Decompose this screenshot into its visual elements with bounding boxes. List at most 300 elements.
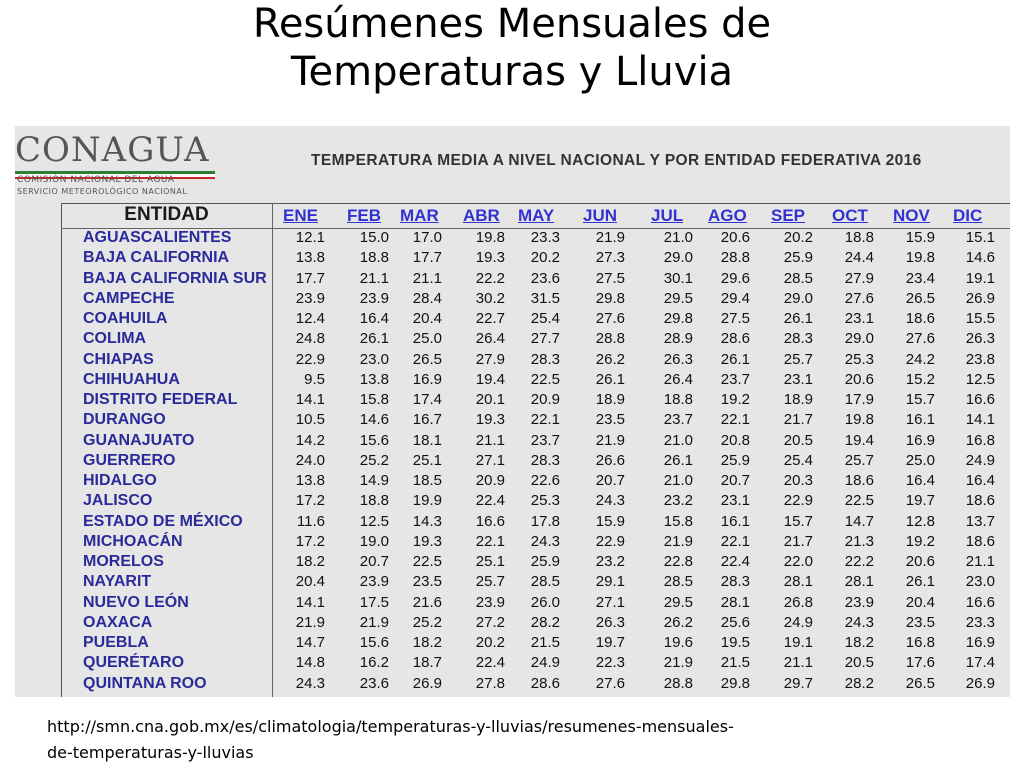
temperature-cell: 29.0 (663, 249, 693, 267)
table-screenshot (15, 126, 1010, 697)
temperature-cell: 24.3 (844, 613, 874, 631)
temperature-cell: 13.8 (295, 472, 325, 489)
entity-name: GUERRERO (83, 451, 176, 469)
temperature-cell: 25.0 (412, 330, 442, 348)
temperature-cell: 22.1 (475, 532, 505, 550)
temperature-cell: 18.9 (595, 391, 625, 408)
temperature-cell: 18.8 (663, 391, 693, 408)
month-header-ago[interactable]: AGO (708, 206, 747, 225)
month-header-feb[interactable]: FEB (347, 206, 381, 225)
temperature-cell: 26.0 (530, 593, 560, 611)
entity-name: CHIAPAS (83, 350, 154, 368)
temperature-cell: 17.7 (412, 249, 442, 267)
temperature-cell: 20.6 (905, 553, 935, 570)
entity-name: DISTRITO FEDERAL (83, 391, 238, 408)
temperature-cell: 19.7 (905, 492, 935, 510)
temperature-cell: 23.6 (530, 269, 560, 287)
temperature-cell: 24.9 (965, 451, 995, 469)
temperature-cell: 23.9 (359, 289, 389, 307)
source-url-line-1: http://smn.cna.gob.mx/es/climatologia/temperaturas-y-lluvias/resumenes-mensuales- (47, 717, 734, 736)
temperature-cell: 13.8 (295, 249, 325, 267)
temperature-cell: 29.8 (720, 674, 750, 692)
month-header-may[interactable]: MAY (518, 206, 555, 225)
temperature-cell: 15.7 (905, 391, 935, 408)
temperature-cell: 26.1 (359, 330, 389, 348)
temperature-cell: 14.6 (965, 249, 995, 267)
temperature-cell: 26.3 (663, 350, 693, 368)
temperature-cell: 22.9 (295, 350, 325, 368)
temperature-cell: 27.8 (475, 674, 505, 692)
temperature-cell: 23.9 (359, 573, 389, 591)
temperature-cell: 23.9 (475, 593, 505, 611)
temperature-cell: 20.4 (412, 310, 442, 327)
temperature-cell: 24.9 (530, 654, 560, 672)
slide-title-line-2: Temperaturas y Lluvia (290, 49, 734, 95)
temperature-cell: 19.2 (720, 391, 750, 408)
temperature-cell: 25.2 (412, 613, 442, 631)
temperature-cell: 29.1 (595, 573, 625, 591)
temperature-cell: 28.6 (720, 330, 750, 348)
temperature-cell: 31.5 (530, 289, 560, 307)
temperature-cell: 15.2 (905, 370, 935, 388)
temperature-cell: 27.3 (595, 249, 625, 267)
temperature-cell: 28.1 (720, 593, 750, 611)
temperature-cell: 25.1 (475, 553, 505, 570)
temperature-cell: 26.1 (663, 451, 693, 469)
temperature-cell: 21.1 (783, 654, 813, 672)
temperature-cell: 26.1 (595, 370, 625, 388)
temperature-cell: 16.6 (965, 391, 995, 408)
temperature-cell: 30.1 (663, 269, 693, 287)
temperature-cell: 14.1 (965, 411, 995, 429)
temperature-cell: 22.2 (475, 269, 505, 287)
temperature-cell: 25.2 (359, 451, 389, 469)
temperature-cell: 28.3 (530, 350, 560, 368)
temperature-cell: 12.5 (359, 512, 389, 530)
temperature-cell: 25.4 (783, 451, 813, 469)
entity-name: MICHOACÁN (83, 532, 183, 550)
temperature-cell: 14.6 (359, 411, 389, 429)
temperature-cell: 16.2 (359, 654, 389, 672)
temperature-cell: 24.4 (844, 249, 874, 267)
temperature-cell: 16.1 (720, 512, 750, 530)
temperature-cell: 25.7 (783, 350, 813, 368)
month-header-oct[interactable]: OCT (832, 206, 868, 225)
temperature-cell: 15.8 (663, 512, 693, 530)
temperature-cell: 26.5 (905, 674, 935, 692)
temperature-cell: 16.4 (359, 310, 389, 327)
temperature-cell: 14.1 (295, 593, 325, 611)
temperature-cell: 19.9 (412, 492, 442, 510)
month-header-jul[interactable]: JUL (651, 206, 684, 225)
entity-name: DURANGO (83, 411, 166, 429)
temperature-cell: 29.7 (783, 674, 813, 692)
temperature-cell: 25.3 (844, 350, 874, 368)
temperature-cell: 25.0 (905, 451, 935, 469)
temperature-cell: 18.5 (412, 472, 442, 489)
temperature-cell: 28.3 (720, 573, 750, 591)
temperature-cell: 17.2 (295, 532, 325, 550)
temperature-cell: 22.4 (475, 492, 505, 510)
entity-name: QUINTANA ROO (83, 674, 207, 692)
entity-name: AGUASCALIENTES (83, 229, 232, 246)
temperature-cell: 19.6 (663, 634, 693, 651)
temperature-cell: 21.0 (663, 431, 693, 449)
entity-name: BAJA CALIFORNIA SUR (83, 269, 267, 287)
temperature-cell: 15.9 (595, 512, 625, 530)
temperature-cell: 25.9 (720, 451, 750, 469)
temperature-cell: 25.7 (844, 451, 874, 469)
temperature-cell: 21.0 (663, 229, 693, 246)
temperature-cell: 25.9 (530, 553, 560, 570)
temperature-cell: 21.7 (783, 411, 813, 429)
temperature-cell: 30.2 (475, 289, 505, 307)
temperature-cell: 27.1 (595, 593, 625, 611)
temperature-cell: 16.7 (412, 411, 442, 429)
temperature-cell: 20.5 (783, 431, 813, 449)
temperature-cell: 18.8 (359, 492, 389, 510)
temperature-cell: 22.9 (595, 532, 625, 550)
temperature-cell: 17.2 (295, 492, 325, 510)
temperature-cell: 14.3 (412, 512, 442, 530)
temperature-cell: 20.9 (475, 472, 505, 489)
temperature-cell: 24.3 (530, 532, 560, 550)
entity-name: BAJA CALIFORNIA (83, 249, 230, 267)
temperature-cell: 25.9 (783, 249, 813, 267)
temperature-cell: 20.6 (844, 370, 874, 388)
temperature-cell: 27.6 (844, 289, 874, 307)
temperature-cell: 20.7 (720, 472, 750, 489)
temperature-cell: 20.8 (720, 431, 750, 449)
temperature-cell: 26.5 (905, 289, 935, 307)
temperature-cell: 29.0 (844, 330, 874, 348)
temperature-cell: 24.3 (295, 674, 325, 692)
temperature-cell: 23.3 (530, 229, 560, 246)
temperature-cell: 28.8 (595, 330, 625, 348)
temperature-cell: 15.1 (965, 229, 995, 246)
temperature-cell: 28.9 (663, 330, 693, 348)
temperature-cell: 9.5 (304, 370, 325, 388)
temperature-cell: 26.8 (783, 593, 813, 611)
temperature-cell: 27.5 (720, 310, 750, 327)
entity-name: COAHUILA (83, 310, 168, 327)
logo-subtitle-1: COMISIÓN NACIONAL DEL AGUA (17, 175, 175, 185)
entity-name: PUEBLA (83, 634, 149, 651)
temperature-cell: 12.8 (905, 512, 935, 530)
temperature-cell: 25.7 (475, 573, 505, 591)
temperature-cell: 16.8 (965, 431, 995, 449)
temperature-cell: 24.8 (295, 330, 325, 348)
temperature-cell: 21.5 (720, 654, 750, 672)
source-url[interactable] (47, 714, 987, 766)
temperature-cell: 14.7 (295, 634, 325, 651)
logo-subtitle-2: SERVICIO METEOROLÓGICO NACIONAL (17, 187, 188, 196)
entity-column-divider (272, 203, 273, 697)
temperature-cell: 27.6 (595, 674, 625, 692)
temperature-cell: 23.5 (412, 573, 442, 591)
temperature-cell: 18.6 (965, 492, 995, 510)
temperature-cell: 28.3 (530, 451, 560, 469)
temperature-cell: 18.9 (783, 391, 813, 408)
temperature-cell: 28.5 (783, 269, 813, 287)
temperature-cell: 14.8 (295, 654, 325, 672)
month-header-ene[interactable]: ENE (283, 206, 318, 225)
temperature-cell: 24.0 (295, 451, 325, 469)
temperature-cell: 28.5 (530, 573, 560, 591)
temperature-cell: 17.4 (412, 391, 442, 408)
temperature-cell: 16.9 (412, 370, 442, 388)
temperature-cell: 23.1 (720, 492, 750, 510)
entity-name: MORELOS (83, 553, 164, 570)
entity-name: HIDALGO (83, 472, 157, 489)
temperature-cell: 29.0 (783, 289, 813, 307)
temperature-cell: 23.0 (359, 350, 389, 368)
report-title: TEMPERATURA MEDIA A NIVEL NACIONAL Y POR ENTIDAD FEDERATIVA 2016 (311, 152, 922, 169)
temperature-cell: 26.2 (663, 613, 693, 631)
temperature-cell: 22.3 (595, 654, 625, 672)
logo-wordmark: CONAGUA (15, 130, 210, 170)
temperature-cell: 28.1 (783, 573, 813, 591)
temperature-cell: 22.5 (412, 553, 442, 570)
temperature-cell: 19.1 (965, 269, 995, 287)
temperature-cell: 26.6 (595, 451, 625, 469)
entity-name: CAMPECHE (83, 289, 175, 307)
temperature-cell: 18.2 (844, 634, 874, 651)
temperature-cell: 22.1 (530, 411, 560, 429)
temperature-cell: 25.4 (530, 310, 560, 327)
temperature-cell: 16.9 (965, 634, 995, 651)
temperature-cell: 23.5 (905, 613, 935, 631)
entity-header: ENTIDAD (124, 204, 209, 225)
temperature-cell: 21.1 (965, 553, 995, 570)
temperature-cell: 22.4 (475, 654, 505, 672)
temperature-cell: 28.8 (663, 674, 693, 692)
temperature-cell: 27.6 (905, 330, 935, 348)
temperature-cell: 25.1 (412, 451, 442, 469)
temperature-cell: 17.4 (965, 654, 995, 672)
entity-name: OAXACA (83, 613, 153, 631)
temperature-cell: 19.0 (359, 532, 389, 550)
temperature-cell: 28.4 (412, 289, 442, 307)
temperature-cell: 18.7 (412, 654, 442, 672)
temperature-cell: 16.8 (905, 634, 935, 651)
temperature-cell: 20.4 (295, 573, 325, 591)
temperature-cell: 18.6 (844, 472, 874, 489)
temperature-cell: 14.7 (844, 512, 874, 530)
temperature-cell: 27.9 (844, 269, 874, 287)
temperature-cell: 18.2 (295, 553, 325, 570)
temperature-cell: 23.6 (359, 674, 389, 692)
source-url-line-2: de-temperaturas-y-lluvias (47, 743, 254, 762)
temperature-cell: 24.2 (905, 350, 935, 368)
temperature-cell: 18.6 (965, 532, 995, 550)
temperature-cell: 21.9 (595, 229, 625, 246)
temperature-cell: 19.8 (844, 411, 874, 429)
temperature-cell: 14.9 (359, 472, 389, 489)
temperature-cell: 26.1 (905, 573, 935, 591)
temperature-cell: 20.9 (530, 391, 560, 408)
temperature-cell: 16.4 (905, 472, 935, 489)
temperature-cell: 21.9 (595, 431, 625, 449)
temperature-cell: 23.1 (844, 310, 874, 327)
temperature-cell: 27.7 (530, 330, 560, 348)
temperature-cell: 23.9 (844, 593, 874, 611)
temperature-cell: 20.6 (720, 229, 750, 246)
month-header-sep[interactable]: SEP (771, 206, 806, 225)
temperature-cell: 28.5 (663, 573, 693, 591)
temperature-cell: 24.3 (595, 492, 625, 510)
temperature-cell: 21.5 (530, 634, 560, 651)
temperature-cell: 23.8 (965, 350, 995, 368)
temperature-cell: 20.4 (905, 593, 935, 611)
month-header-dic[interactable]: DIC (953, 206, 983, 225)
temperature-cell: 24.9 (783, 613, 813, 631)
temperature-cell: 15.6 (359, 431, 389, 449)
temperature-cell: 16.4 (965, 472, 995, 489)
temperature-cell: 23.7 (663, 411, 693, 429)
entity-name: NAYARIT (83, 573, 152, 591)
temperature-cell: 26.9 (412, 674, 442, 692)
temperature-cell: 21.6 (412, 593, 442, 611)
temperature-cell: 19.8 (905, 249, 935, 267)
temperature-cell: 21.1 (412, 269, 442, 287)
temperature-cell: 23.4 (905, 269, 935, 287)
month-header-jun[interactable]: JUN (583, 206, 618, 225)
temperature-cell: 19.4 (844, 431, 874, 449)
temperature-cell: 21.1 (359, 269, 389, 287)
temperature-cell: 26.1 (783, 310, 813, 327)
temperature-cell: 21.0 (663, 472, 693, 489)
temperature-cell: 21.3 (844, 532, 874, 550)
temperature-cell: 23.0 (965, 573, 995, 591)
temperature-cell: 23.2 (595, 553, 625, 570)
entity-name: GUANAJUATO (83, 431, 195, 449)
temperature-cell: 19.3 (412, 532, 442, 550)
temperature-cell: 22.7 (475, 310, 505, 327)
temperature-cell: 26.9 (965, 674, 995, 692)
temperature-cell: 29.6 (720, 269, 750, 287)
temperature-cell: 17.0 (412, 229, 442, 246)
entity-name: CHIHUAHUA (83, 370, 180, 388)
temperature-cell: 17.5 (359, 593, 389, 611)
temperature-cell: 28.6 (530, 674, 560, 692)
temperature-cell: 15.6 (359, 634, 389, 651)
temperature-cell: 26.5 (412, 350, 442, 368)
entity-name: JALISCO (83, 492, 153, 510)
temperature-cell: 15.5 (965, 310, 995, 327)
temperature-cell: 21.9 (359, 613, 389, 631)
entity-name: QUERÉTARO (83, 654, 185, 672)
temperature-cell: 25.3 (530, 492, 560, 510)
temperature-cell: 21.9 (663, 654, 693, 672)
temperature-cell: 17.7 (295, 269, 325, 287)
temperature-cell: 21.9 (663, 532, 693, 550)
temperature-cell: 23.7 (530, 431, 560, 449)
temperature-cell: 22.1 (720, 411, 750, 429)
temperature-cell: 15.0 (359, 229, 389, 246)
temperature-cell: 18.8 (844, 229, 874, 246)
temperature-cell: 28.8 (720, 249, 750, 267)
entity-name: ESTADO DE MÉXICO (83, 512, 243, 530)
temperature-cell: 22.9 (783, 492, 813, 510)
temperature-cell: 18.6 (905, 310, 935, 327)
temperature-cell: 26.1 (720, 350, 750, 368)
temperature-cell: 20.7 (359, 553, 389, 570)
month-header-mar[interactable]: MAR (400, 206, 439, 225)
temperature-cell: 16.1 (905, 411, 935, 429)
temperature-cell: 22.0 (783, 553, 813, 570)
temperature-cell: 14.2 (295, 431, 325, 449)
temperature-cell: 26.4 (475, 330, 505, 348)
temperature-cell: 23.3 (965, 613, 995, 631)
temperature-cell: 21.9 (295, 613, 325, 631)
temperature-cell: 18.8 (359, 249, 389, 267)
temperature-cell: 20.1 (475, 391, 505, 408)
temperature-cell: 27.5 (595, 269, 625, 287)
temperature-cell: 26.2 (595, 350, 625, 368)
temperature-cell: 21.7 (783, 532, 813, 550)
temperature-cell: 21.1 (475, 431, 505, 449)
conagua-logo (15, 130, 245, 200)
temperature-cell: 19.1 (783, 634, 813, 651)
temperature-cell: 26.4 (663, 370, 693, 388)
temperature-cell: 23.5 (595, 411, 625, 429)
temperature-cell: 15.9 (905, 229, 935, 246)
temperature-cell: 15.8 (359, 391, 389, 408)
temperature-cell: 12.1 (295, 229, 325, 246)
temperature-cell: 23.2 (663, 492, 693, 510)
temperature-cell: 19.8 (475, 229, 505, 246)
temperature-cell: 14.1 (295, 391, 325, 408)
temperature-cell: 28.1 (844, 573, 874, 591)
temperature-cell: 28.3 (783, 330, 813, 348)
temperature-cell: 19.3 (475, 249, 505, 267)
temperature-cell: 23.9 (295, 289, 325, 307)
temperature-cell: 29.8 (595, 289, 625, 307)
temperature-cell: 20.5 (844, 654, 874, 672)
temperature-cell: 12.4 (295, 310, 325, 327)
temperature-cell: 22.5 (530, 370, 560, 388)
temperature-cell: 28.2 (844, 674, 874, 692)
temperature-cell: 29.5 (663, 593, 693, 611)
temperature-cell: 16.6 (965, 593, 995, 611)
temperature-cell: 16.6 (475, 512, 505, 530)
temperature-cell: 20.2 (475, 634, 505, 651)
temperature-cell: 17.6 (905, 654, 935, 672)
month-header-nov[interactable]: NOV (893, 206, 930, 225)
temperature-cell: 17.8 (530, 512, 560, 530)
temperature-cell: 25.6 (720, 613, 750, 631)
temperature-cell: 20.7 (595, 472, 625, 489)
temperature-cell: 22.6 (530, 472, 560, 489)
temperature-cell: 27.9 (475, 350, 505, 368)
slide-title (0, 0, 1024, 96)
temperature-cell: 26.3 (595, 613, 625, 631)
temperature-cell: 23.7 (720, 370, 750, 388)
temperature-cell: 22.2 (844, 553, 874, 570)
month-header-abr[interactable]: ABR (463, 206, 500, 225)
slide-title-line-1: Resúmenes Mensuales de (252, 1, 772, 47)
temperature-cell: 19.5 (720, 634, 750, 651)
temperature-cell: 22.5 (844, 492, 874, 510)
temperature-cell: 27.2 (475, 613, 505, 631)
temperature-cell: 17.9 (844, 391, 874, 408)
temperature-cell: 18.1 (412, 431, 442, 449)
temperature-cell: 29.5 (663, 289, 693, 307)
temperature-cell: 12.5 (965, 370, 995, 388)
temperature-cell: 29.8 (663, 310, 693, 327)
temperature-cell: 10.5 (295, 411, 325, 429)
